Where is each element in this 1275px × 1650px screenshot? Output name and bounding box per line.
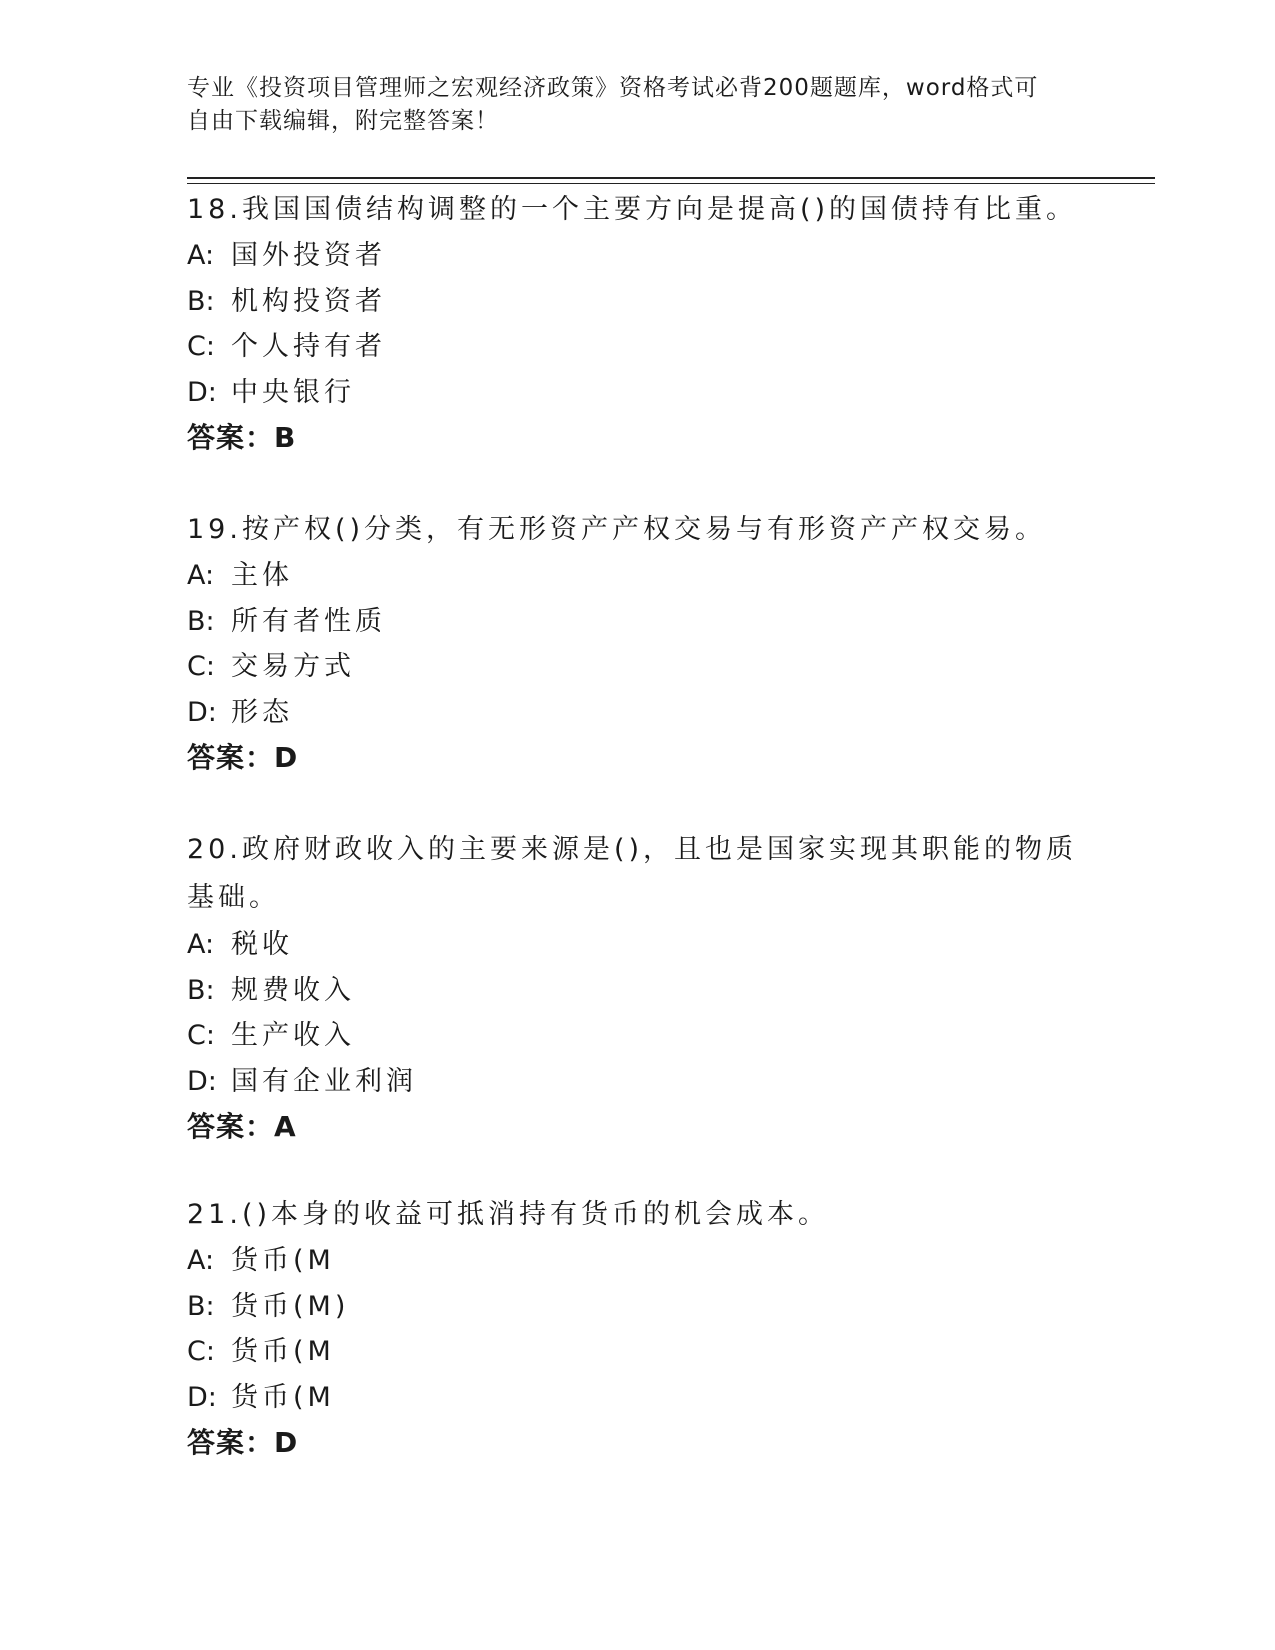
- option-text: 规费收入: [231, 974, 355, 1006]
- option-label: B:: [187, 1290, 215, 1322]
- answer: 答案：D: [187, 1426, 299, 1459]
- option-label: A:: [187, 1245, 215, 1276]
- option-a: [187, 233, 1107, 279]
- option-text: 货币(M): [231, 1290, 350, 1322]
- option-d: [187, 1059, 1107, 1105]
- option-label: A:: [187, 929, 215, 960]
- header-divider-thick: [187, 177, 1155, 179]
- option-text: 生产收入: [231, 1020, 355, 1051]
- option-d: [187, 370, 1107, 416]
- question-stem: 20.政府财政收入的主要来源是()，且也是国家实现其职能的物质基础。: [187, 834, 1078, 913]
- option-label: C:: [187, 1336, 215, 1367]
- option-text: 国有企业利润: [231, 1065, 417, 1097]
- option-text: 个人持有者: [231, 331, 386, 362]
- question-block: [187, 507, 1107, 781]
- option-text: 货币(M: [231, 1381, 335, 1413]
- option-text: 形态: [231, 696, 293, 728]
- option-label: D:: [187, 1065, 217, 1097]
- option-a: [187, 922, 1107, 968]
- question-block: [187, 826, 1107, 1150]
- option-text: 货币(M: [231, 1245, 335, 1276]
- option-text: 税收: [231, 929, 293, 960]
- option-b: [187, 279, 1107, 325]
- question-block: [187, 1192, 1107, 1466]
- header-line-1: 专业《投资项目管理师之宏观经济政策》资格考试必背200题题库，word格式可: [187, 75, 1039, 101]
- option-label: B:: [187, 605, 215, 637]
- option-b: [187, 1284, 1107, 1330]
- option-c: [187, 1013, 1107, 1059]
- question-block: [187, 187, 1107, 461]
- answer: 答案：B: [187, 421, 297, 454]
- option-c: [187, 644, 1107, 690]
- option-b: [187, 599, 1107, 645]
- option-b: [187, 968, 1107, 1014]
- option-a: [187, 1238, 1107, 1284]
- option-label: D:: [187, 1381, 217, 1413]
- answer: 答案：A: [187, 1110, 297, 1143]
- option-label: C:: [187, 331, 215, 362]
- header-line-2: 自由下载编辑，附完整答案！: [187, 108, 499, 134]
- option-a: [187, 553, 1107, 599]
- option-label: A:: [187, 240, 215, 271]
- option-label: C:: [187, 651, 215, 682]
- option-text: 机构投资者: [231, 285, 386, 317]
- option-text: 国外投资者: [231, 240, 386, 271]
- option-c: [187, 324, 1107, 370]
- option-text: 货币(M: [231, 1336, 335, 1367]
- option-text: 交易方式: [231, 651, 355, 682]
- option-text: 中央银行: [231, 376, 355, 408]
- option-text: 所有者性质: [231, 605, 386, 637]
- option-d: [187, 690, 1107, 736]
- question-stem: 21.()本身的收益可抵消持有货币的机会成本。: [187, 1199, 830, 1230]
- question-stem: 19.按产权()分类，有无形资产产权交易与有形资产产权交易。: [187, 514, 1047, 545]
- header-divider-thin: [187, 183, 1155, 184]
- option-d: [187, 1375, 1107, 1421]
- option-label: D:: [187, 376, 217, 408]
- option-label: B:: [187, 285, 215, 317]
- option-label: B:: [187, 974, 215, 1006]
- document-header: [187, 72, 1087, 138]
- option-label: A:: [187, 560, 215, 591]
- answer: 答案：D: [187, 741, 299, 774]
- question-stem: 18.我国国债结构调整的一个主要方向是提高()的国债持有比重。: [187, 194, 1078, 225]
- option-text: 主体: [231, 560, 293, 591]
- option-label: D:: [187, 696, 217, 728]
- option-c: [187, 1329, 1107, 1375]
- option-label: C:: [187, 1020, 215, 1051]
